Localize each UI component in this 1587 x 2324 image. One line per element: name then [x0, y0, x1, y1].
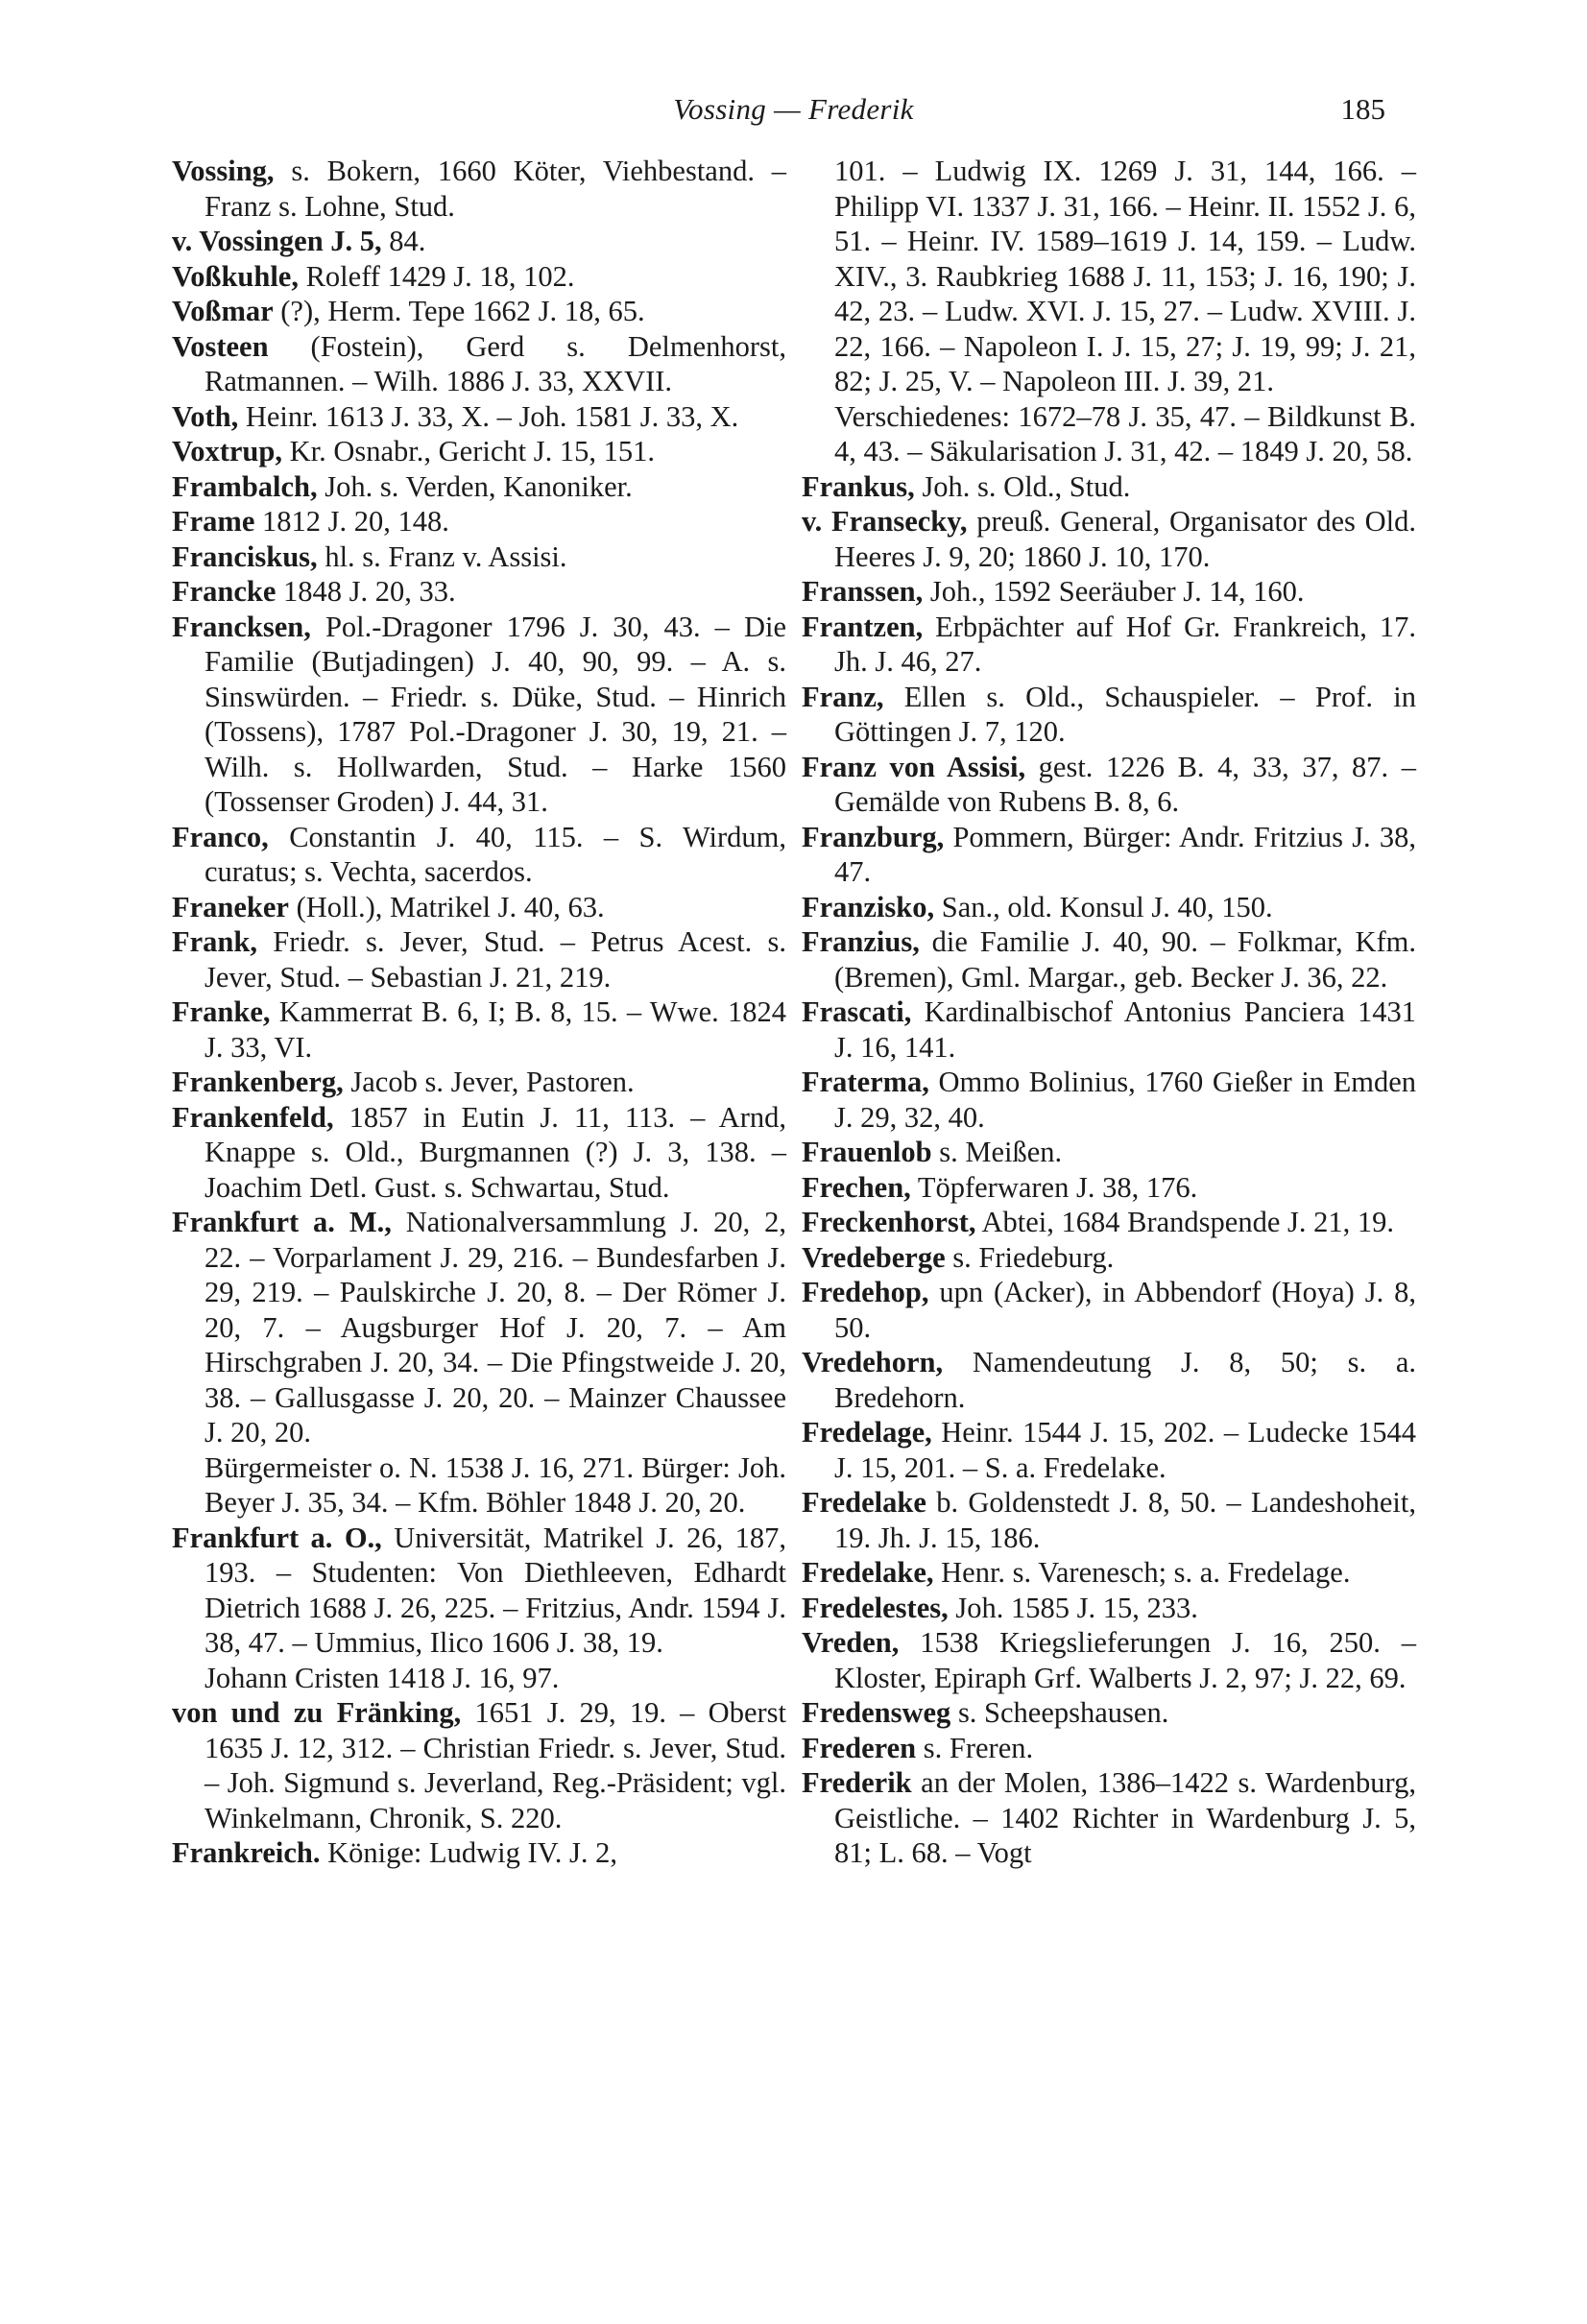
entry-text: Kr. Osnabr., Gericht J. 15, 151.: [281, 435, 655, 467]
entry-headword: Francke: [172, 575, 277, 608]
entry-text: s. Friedeburg.: [945, 1240, 1115, 1274]
entry-text: (Fostein), Gerd s. Delmenhorst, Ratmannen. – Wilh. 1886 J. 33, XXVII.: [204, 329, 786, 397]
index-entry-continuation: [802, 399, 1416, 469]
index-entry: [172, 1205, 786, 1450]
right-column: [802, 154, 1416, 1871]
entry-text: Ellen s. Old., Schauspieler. – Prof. in Göttingen J. 7, 120.: [834, 680, 1416, 748]
entry-headword: Fredelake,: [802, 1556, 934, 1589]
index-entry: [172, 154, 786, 224]
index-entry: [172, 994, 786, 1065]
index-entry: [172, 399, 786, 435]
entry-text: Jacob s. Jever, Pastoren.: [343, 1066, 635, 1098]
entry-headword: Frederen: [802, 1731, 917, 1764]
entry-text: 1538 Kriegslieferungen J. 16, 250. – Kloster, Epiraph Grf. Walberts J. 2, 97; J. 22, 69.: [834, 1626, 1416, 1694]
entry-text: die Familie J. 40, 90. – Folkmar, Kfm. (Bremen), Gml. Margar., geb. Becker J. 36, 22.: [834, 925, 1416, 994]
index-entry: [172, 1835, 786, 1871]
entry-text: s. Bokern, 1660 Köter, Viehbestand. – Franz s. Lohne, Stud.: [204, 155, 786, 223]
entry-text: Johann Cristen 1418 J. 16, 97.: [204, 1661, 560, 1694]
entry-headword: Frankreich.: [172, 1836, 321, 1869]
index-entry: [802, 924, 1416, 994]
entry-headword: Fredelage,: [802, 1416, 932, 1449]
index-entry: [802, 1170, 1416, 1206]
index-entry: [172, 890, 786, 925]
entry-headword: Frame: [172, 505, 255, 538]
entry-text: Friedr. s. Jever, Stud. – Petrus Acest. s. Jever, Stud. – Sebastian J. 21, 219.: [204, 925, 786, 994]
entry-headword: Vredehorn,: [802, 1346, 944, 1378]
entry-text: Joh. s. Old., Stud.: [914, 469, 1131, 503]
entry-text: Joh. s. Verden, Kanoniker.: [317, 469, 633, 503]
index-entry: [802, 1275, 1416, 1345]
entry-headword: Vredeberge: [802, 1240, 946, 1274]
entry-headword: Franssen,: [802, 575, 924, 608]
entry-headword: Franz,: [802, 680, 884, 713]
entry-text: gest. 1226 B. 4, 33, 37, 87. – Gemälde von Rubens B. 8, 6.: [834, 750, 1416, 818]
entry-text: Könige: Ludwig IV. J. 2,: [320, 1836, 617, 1869]
index-entry: [172, 574, 786, 610]
index-entry: [172, 1521, 786, 1661]
entry-headword: Franciskus,: [172, 539, 318, 573]
index-entry: [172, 539, 786, 575]
index-entry: [802, 1205, 1416, 1240]
entry-text: Henr. s. Varenesch; s. a. Fredelage.: [933, 1556, 1351, 1589]
index-entry: [802, 680, 1416, 750]
entry-headword: Vreden,: [802, 1626, 900, 1659]
index-entry: [802, 1135, 1416, 1170]
entry-headword: Voxtrup,: [172, 435, 282, 467]
index-entry: [802, 574, 1416, 610]
left-column: [172, 154, 786, 1871]
index-entry: [802, 1695, 1416, 1731]
entry-text: 1812 J. 20, 148.: [254, 505, 449, 538]
index-entry: [802, 820, 1416, 890]
entry-headword: Frantzen,: [802, 610, 924, 643]
index-entry: [172, 434, 786, 469]
entry-text: Pommern, Bürger: Andr. Fritzius J. 38, 47.: [834, 820, 1416, 888]
index-entry: [802, 1625, 1416, 1695]
entry-headword: Frank,: [172, 925, 257, 958]
entry-headword: Frankfurt a. M.,: [172, 1206, 392, 1238]
index-entry-continuation: [172, 1661, 786, 1696]
index-entry: [802, 1765, 1416, 1871]
entry-headword: Voßmar: [172, 295, 274, 327]
entry-headword: Fraterma,: [802, 1066, 929, 1098]
entry-text: s. Scheepshausen.: [950, 1696, 1169, 1729]
entry-text: 84.: [381, 225, 426, 257]
index-entry-continuation: [802, 154, 1416, 399]
index-entry: [802, 1065, 1416, 1135]
entry-headword: Fredelake: [802, 1486, 926, 1519]
entry-headword: Frascati,: [802, 995, 912, 1028]
entry-headword: Franeker: [172, 890, 289, 923]
page-number: 185: [1340, 92, 1385, 126]
entry-headword: Fredelestes,: [802, 1591, 949, 1624]
index-entry: [802, 1485, 1416, 1555]
entry-text: Joh. 1585 J. 15, 233.: [948, 1591, 1198, 1624]
entry-text: Universität, Matrikel J. 26, 187, 193. – Studenten: Von Diethleeven, Edhardt Dietrich 1688 J. 26, 225. – Fritzius, Andr. 1594 J. 38, 47. – Ummius, Ilico 1606 J. 38, 19.: [204, 1521, 786, 1659]
index-entry: [172, 504, 786, 539]
entry-text: 1857 in Eutin J. 11, 113. – Arnd, Knappe s. Old., Burgmannen (?) J. 3, 138. – Joachim Detl. Gust. s. Schwartau, Stud.: [204, 1100, 786, 1204]
entry-text: (Holl.), Matrikel J. 40, 63.: [288, 890, 605, 923]
entry-headword: Franz von Assisi,: [802, 750, 1026, 783]
entry-text: Kammerrat B. 6, I; B. 8, 15. – Wwe. 1824 J. 33, VI.: [204, 995, 786, 1064]
entry-text: 101. – Ludwig IX. 1269 J. 31, 144, 166. – Philipp VI. 1337 J. 31, 166. – Heinr. II. 1552 J. 6, 51. – Heinr. IV. 1589–1619 J. 14, 159. – Ludw. XIV., 3. Raubkrieg 1688 J. 11, 153; J. 16, 190; J. 42, 23. – Ludw. XVI. J. 15, 27. – Ludw. XVIII. J. 22, 166. – Napoleon I. J. 15, 27; J. 19, 99; J. 21, 82; J. 25, V. – Napoleon III. J. 39, 21.: [834, 155, 1416, 397]
entry-headword: Franzburg,: [802, 820, 945, 853]
entry-text: Heinr. 1613 J. 33, X. – Joh. 1581 J. 33, X.: [238, 399, 739, 433]
entry-text: s. Meißen.: [931, 1136, 1063, 1168]
running-header: [0, 92, 1587, 138]
entry-text: San., old. Konsul J. 40, 150.: [934, 890, 1273, 923]
entry-text: Heinr. 1544 J. 15, 202. – Ludecke 1544 J. 15, 201. – S. a. Fredelake.: [834, 1416, 1416, 1484]
entry-text: Namendeutung J. 8, 50; s. a. Bredehorn.: [834, 1346, 1416, 1414]
entry-headword: v. Fransecky,: [802, 505, 968, 538]
index-entry: [802, 504, 1416, 574]
index-entry: [802, 1415, 1416, 1485]
entry-headword: Frauenlob: [802, 1136, 932, 1168]
entry-headword: Francksen,: [172, 610, 311, 643]
entry-text: Kardinalbischof Antonius Panciera 1431 J. 16, 141.: [834, 995, 1416, 1064]
entry-text: Verschiedenes: 1672–78 J. 35, 47. – Bildkunst B. 4, 43. – Säkularisation J. 31, 42. – 1849 J. 20, 58.: [834, 399, 1416, 467]
entry-headword: Freckenhorst,: [802, 1206, 976, 1238]
entry-text: 1651 J. 29, 19. – Oberst 1635 J. 12, 312. – Christian Friedr. s. Jever, Stud. – Joh. Sigmund s. Jeverland, Reg.-Präsident; vgl. Winkelmann, Chronik, S. 220.: [204, 1696, 786, 1834]
index-entry: [802, 1345, 1416, 1415]
entry-headword: Vossing,: [172, 155, 275, 187]
entry-text: Constantin J. 40, 115. – S. Wirdum, curatus; s. Vechta, sacerdos.: [204, 820, 786, 888]
index-entry: [172, 1695, 786, 1835]
entry-headword: Frankenfeld,: [172, 1100, 334, 1134]
index-entry: [172, 294, 786, 329]
entry-text: Nationalversammlung J. 20, 2, 22. – Vorparlament J. 29, 216. – Bundesfarben J. 29, 219. – Paulskirche J. 20, 8. – Der Römer J. 20, 7. – Augsburger Hof J. 20, 7. – Am Hirschgraben J. 20, 34. – Die Pfingstweide J. 20, 38. – Gallusgasse J. 20, 20. – Mainzer Chaussee J. 20, 20.: [204, 1206, 786, 1449]
entry-text: Abtei, 1684 Brandspende J. 21, 19.: [975, 1206, 1394, 1238]
index-entry: [802, 610, 1416, 680]
entry-text: Bürgermeister o. N. 1538 J. 16, 271. Bürger: Joh. Beyer J. 35, 34. – Kfm. Böhler 1848 J. 20, 20.: [204, 1450, 786, 1519]
entry-headword: Franke,: [172, 995, 271, 1028]
entry-headword: Frechen,: [802, 1170, 911, 1204]
entry-headword: von und zu Fränking,: [172, 1696, 462, 1729]
entry-text: preuß. General, Organisator des Old. Heeres J. 9, 20; 1860 J. 10, 170.: [834, 505, 1416, 573]
index-entry: [802, 994, 1416, 1065]
index-entry: [172, 259, 786, 295]
index-entry: [172, 224, 786, 259]
entry-text: Töpferwaren J. 38, 176.: [910, 1170, 1198, 1204]
index-entry-continuation: [172, 1450, 786, 1521]
running-title: Vossing — Frederik: [673, 92, 914, 126]
index-entry: [172, 1065, 786, 1100]
index-entry: [172, 610, 786, 820]
entry-headword: Voth,: [172, 399, 239, 433]
entry-headword: Frederik: [802, 1766, 912, 1799]
index-entry: [802, 469, 1416, 505]
entry-text: Ommo Bolinius, 1760 Gießer in Emden J. 29, 32, 40.: [834, 1066, 1416, 1134]
index-entry: [802, 1555, 1416, 1591]
entry-text: Pol.-Dragoner 1796 J. 30, 43. – Die Familie (Butjadingen) J. 40, 90, 99. – A. s. Sinswürden. – Friedr. s. Düke, Stud. – Hinrich (Tossens), 1787 Pol.-Dragoner J. 30, 19, 21. – Wilh. s. Hollwarden, Stud. – Harke 1560 (Tossenser Groden) J. 44, 31.: [204, 610, 786, 818]
entry-text: hl. s. Franz v. Assisi.: [317, 539, 567, 573]
index-entry: [172, 469, 786, 505]
entry-headword: Frankenberg,: [172, 1066, 344, 1098]
index-entry: [802, 1591, 1416, 1626]
entry-text: upn (Acker), in Abbendorf (Hoya) J. 8, 50.: [834, 1276, 1416, 1344]
entry-headword: Frambalch,: [172, 469, 318, 503]
entry-headword: Frankfurt a. O.,: [172, 1521, 382, 1554]
entry-headword: Frankus,: [802, 469, 915, 503]
index-entry: [802, 890, 1416, 925]
index-entry: [172, 329, 786, 399]
index-entry: [172, 1100, 786, 1206]
entry-headword: Voßkuhle,: [172, 259, 299, 293]
entry-text: b. Goldenstedt J. 8, 50. – Landeshoheit, 19. Jh. J. 15, 186.: [834, 1486, 1416, 1554]
entry-text: (?), Herm. Tepe 1662 J. 18, 65.: [273, 295, 645, 327]
entry-text: an der Molen, 1386–1422 s. Wardenburg, Geistliche. – 1402 Richter in Wardenburg J. 5, 81; L. 68. – Vogt: [834, 1766, 1416, 1869]
index-entry: [172, 820, 786, 890]
entry-headword: Franzius,: [802, 925, 920, 958]
entry-text: Roleff 1429 J. 18, 102.: [298, 259, 575, 293]
entry-headword: Franco,: [172, 820, 269, 853]
entry-headword: Vosteen: [172, 329, 269, 363]
index-entry: [172, 924, 786, 994]
entry-headword: v. Vossingen J. 5,: [172, 225, 382, 257]
entry-text: s. Freren.: [916, 1731, 1034, 1764]
entry-headword: Franzisko,: [802, 890, 935, 923]
entry-text: 1848 J. 20, 33.: [276, 575, 456, 608]
index-entry: [802, 1240, 1416, 1276]
entry-headword: Fredehop,: [802, 1276, 929, 1308]
index-entry: [802, 750, 1416, 820]
entry-headword: Fredensweg: [802, 1696, 951, 1729]
entry-text: Joh., 1592 Seeräuber J. 14, 160.: [923, 575, 1305, 608]
index-entry: [802, 1731, 1416, 1766]
entry-text: Erbpächter auf Hof Gr. Frankreich, 17. Jh. J. 46, 27.: [834, 610, 1416, 678]
